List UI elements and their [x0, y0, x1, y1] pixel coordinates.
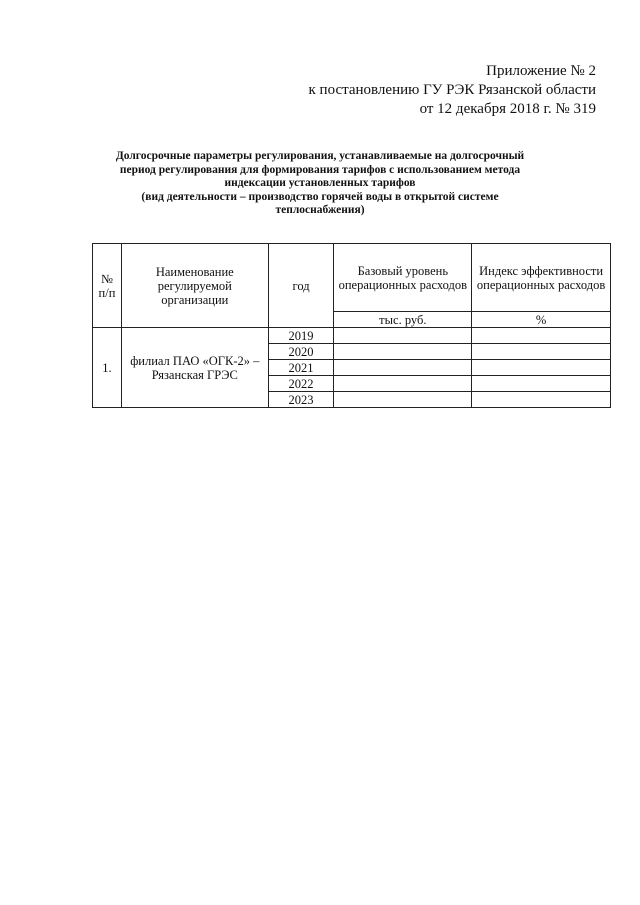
- header-base-level: Базовый уровень операционных расходов: [334, 244, 472, 312]
- year-cell: 2021: [268, 360, 334, 376]
- row-number: 1.: [93, 328, 122, 408]
- header-efficiency-index: Индекс эффективности операционных расходов: [472, 244, 611, 312]
- header-number: № п/п: [93, 244, 122, 328]
- base-value-cell: [334, 376, 472, 392]
- appendix-header: [309, 62, 596, 119]
- header-year: год: [268, 244, 334, 328]
- title-line-5: теплоснабжения): [275, 204, 365, 216]
- unit-efficiency-index: %: [472, 312, 611, 328]
- index-value-cell: [472, 328, 611, 344]
- year-cell: 2019: [268, 328, 334, 344]
- appendix-number: Приложение № 2: [486, 63, 596, 79]
- year-cell: 2023: [268, 392, 334, 408]
- year-cell: 2022: [268, 376, 334, 392]
- base-value-cell: [334, 360, 472, 376]
- appendix-date: от 12 декабря 2018 г. № 319: [419, 101, 596, 117]
- parameters-table: [92, 243, 611, 408]
- base-value-cell: [334, 392, 472, 408]
- appendix-resolution: к постановлению ГУ РЭК Рязанской области: [308, 82, 596, 98]
- year-cell: 2020: [268, 344, 334, 360]
- row-organization: филиал ПАО «ОГК-2» – Рязанская ГРЭС: [121, 328, 268, 408]
- title-line-4: (вид деятельности – производство горячей воды в открытой системе: [141, 190, 499, 203]
- base-value-cell: [334, 344, 472, 360]
- document-title: [92, 150, 548, 218]
- index-value-cell: [472, 376, 611, 392]
- header-organization: Наименование регулируемой организации: [121, 244, 268, 328]
- index-value-cell: [472, 360, 611, 376]
- title-line-2: период регулирования для формирования тарифов с использованием метода: [119, 163, 521, 176]
- index-value-cell: [472, 344, 611, 360]
- unit-base-level: тыс. руб.: [334, 312, 472, 328]
- base-value-cell: [334, 328, 472, 344]
- table-row: [93, 328, 611, 344]
- title-line-3: индексации установленных тарифов: [224, 177, 416, 189]
- title-line-1: Долгосрочные параметры регулирования, устанавливаемые на долгосрочный: [115, 150, 525, 162]
- index-value-cell: [472, 392, 611, 408]
- table-header-row: [93, 244, 611, 312]
